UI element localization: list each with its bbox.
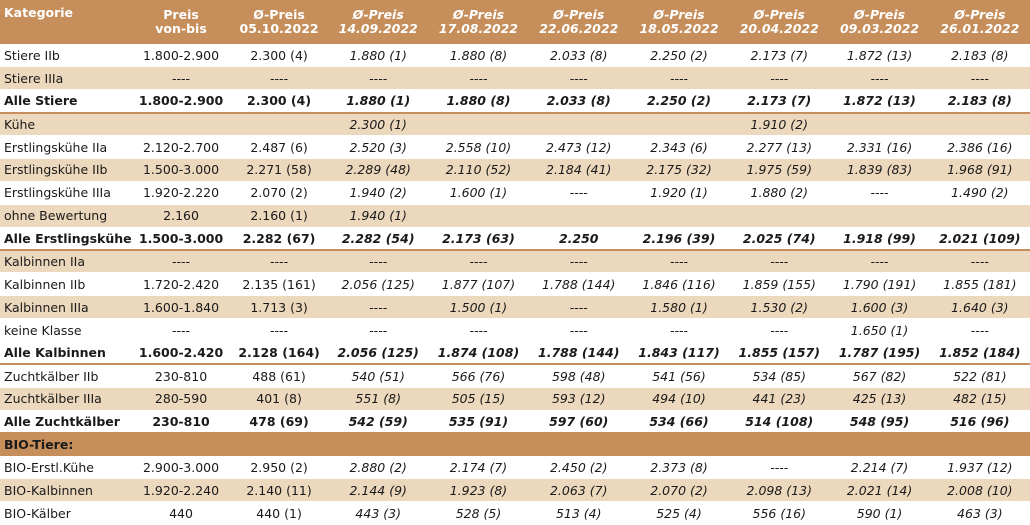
avg-price-cell: 2.128 (164) xyxy=(230,342,328,365)
avg-price-cell: 1.855 (181) xyxy=(930,273,1030,296)
avg-price-cell: 2.373 (8) xyxy=(629,456,729,479)
table-row xyxy=(0,113,1030,136)
avg-price-cell: ---- xyxy=(629,250,729,273)
avg-price-cell: 534 (66) xyxy=(629,410,729,433)
price-range-cell: 1.800-2.900 xyxy=(132,44,230,67)
avg-price-cell: 440 (1) xyxy=(230,502,328,525)
avg-price-cell: 463 (3) xyxy=(930,502,1030,525)
category-cell: keine Klasse xyxy=(0,319,132,342)
avg-price-cell: ---- xyxy=(328,319,428,342)
category-cell: Kalbinnen IIa xyxy=(0,250,132,273)
avg-price-cell: 1.880 (8) xyxy=(428,44,528,67)
section-header-row xyxy=(0,433,1030,456)
avg-price-cell: 2.173 (7) xyxy=(729,44,829,67)
avg-price-cell: 590 (1) xyxy=(829,502,929,525)
avg-price-cell: 1.500 (1) xyxy=(428,296,528,319)
avg-price-cell: 1.872 (13) xyxy=(829,44,929,67)
avg-price-cell: ---- xyxy=(328,296,428,319)
header-avg-price: Ø-Preis 18.05.2022 xyxy=(639,7,719,36)
avg-price-cell: 494 (10) xyxy=(629,387,729,410)
category-cell: Kalbinnen IIIa xyxy=(0,296,132,319)
avg-price-cell xyxy=(829,204,929,227)
category-cell: Erstlingskühe IIb xyxy=(0,158,132,181)
avg-price-cell: 525 (4) xyxy=(629,502,729,525)
avg-price-cell: 2.110 (52) xyxy=(428,158,528,181)
avg-price-cell: ---- xyxy=(428,67,528,90)
header-avg-price: Ø-Preis 22.06.2022 xyxy=(539,7,619,36)
avg-price-cell: 443 (3) xyxy=(328,502,428,525)
avg-price-cell: 2.070 (2) xyxy=(230,181,328,204)
category-cell: Erstlingskühe IIa xyxy=(0,136,132,159)
price-range-cell: ---- xyxy=(132,67,230,90)
avg-price-cell: ---- xyxy=(529,181,629,204)
avg-price-cell: 2.289 (48) xyxy=(328,158,428,181)
category-cell: BIO-Kalbinnen xyxy=(0,479,132,502)
header-category: Kategorie xyxy=(4,5,74,20)
avg-price-cell: 1.940 (2) xyxy=(328,181,428,204)
table-row xyxy=(0,273,1030,296)
avg-price-cell: 2.144 (9) xyxy=(328,479,428,502)
avg-price-cell: 548 (95) xyxy=(829,410,929,433)
avg-price-cell: 2.214 (7) xyxy=(829,456,929,479)
avg-price-cell xyxy=(729,204,829,227)
total-row xyxy=(0,410,1030,433)
avg-price-cell: 1.852 (184) xyxy=(930,342,1030,365)
avg-price-cell: 1.846 (116) xyxy=(629,273,729,296)
avg-price-cell xyxy=(428,113,528,136)
avg-price-cell: 593 (12) xyxy=(529,387,629,410)
section-empty-cell xyxy=(529,433,629,456)
category-cell: Zuchtkälber IIb xyxy=(0,364,132,387)
table-row xyxy=(0,181,1030,204)
avg-price-cell: 1.855 (157) xyxy=(729,342,829,365)
avg-price-cell: 2.196 (39) xyxy=(629,227,729,250)
category-cell: Kühe xyxy=(0,113,132,136)
header-avg-price: Ø-Preis 20.04.2022 xyxy=(739,7,819,36)
avg-price-cell xyxy=(230,113,328,136)
avg-price-cell: 1.600 (3) xyxy=(829,296,929,319)
price-range-cell: 1.600-2.420 xyxy=(132,342,230,365)
avg-price-cell: 2.520 (3) xyxy=(328,136,428,159)
header-avg-price-current: Ø-Preis 05.10.2022 xyxy=(239,7,319,36)
avg-price-cell: 1.859 (155) xyxy=(729,273,829,296)
category-cell: BIO-Kälber xyxy=(0,502,132,525)
section-empty-cell xyxy=(230,433,328,456)
price-range-cell: 1.720-2.420 xyxy=(132,273,230,296)
avg-price-cell: 2.056 (125) xyxy=(328,342,428,365)
table-row xyxy=(0,67,1030,90)
avg-price-cell: ---- xyxy=(328,250,428,273)
avg-price-cell: 1.713 (3) xyxy=(230,296,328,319)
table-row xyxy=(0,387,1030,410)
avg-price-cell: 2.271 (58) xyxy=(230,158,328,181)
avg-price-cell: 528 (5) xyxy=(428,502,528,525)
avg-price-cell: ---- xyxy=(829,181,929,204)
header-price-range: Preis von-bis xyxy=(155,7,207,36)
avg-price-cell: ---- xyxy=(529,250,629,273)
avg-price-cell: 1.880 (2) xyxy=(729,181,829,204)
avg-price-cell: 2.331 (16) xyxy=(829,136,929,159)
avg-price-cell: ---- xyxy=(729,319,829,342)
avg-price-cell: 2.277 (13) xyxy=(729,136,829,159)
avg-price-cell: 1.600 (1) xyxy=(428,181,528,204)
table-row xyxy=(0,158,1030,181)
avg-price-cell: 2.135 (161) xyxy=(230,273,328,296)
table-row xyxy=(0,44,1030,67)
avg-price-cell: 598 (48) xyxy=(529,364,629,387)
avg-price-cell: 2.487 (6) xyxy=(230,136,328,159)
header-avg-price: Ø-Preis 14.09.2022 xyxy=(338,7,418,36)
category-cell: Alle Stiere xyxy=(0,90,132,113)
avg-price-cell: 1.975 (59) xyxy=(729,158,829,181)
header-avg-price: Ø-Preis 26.01.2022 xyxy=(940,7,1020,36)
avg-price-cell: 1.490 (2) xyxy=(930,181,1030,204)
avg-price-cell: 2.183 (8) xyxy=(930,90,1030,113)
avg-price-cell: 2.282 (54) xyxy=(328,227,428,250)
category-cell: Kalbinnen IIb xyxy=(0,273,132,296)
avg-price-cell: 1.880 (1) xyxy=(328,90,428,113)
avg-price-cell: 2.473 (12) xyxy=(529,136,629,159)
avg-price-cell: 2.250 (2) xyxy=(629,90,729,113)
avg-price-cell: 1.880 (8) xyxy=(428,90,528,113)
table-row xyxy=(0,204,1030,227)
avg-price-cell: 1.839 (83) xyxy=(829,158,929,181)
section-empty-cell xyxy=(629,433,729,456)
price-range-cell: 2.160 xyxy=(132,204,230,227)
avg-price-cell: 1.923 (8) xyxy=(428,479,528,502)
avg-price-cell: 2.021 (14) xyxy=(829,479,929,502)
avg-price-cell: 488 (61) xyxy=(230,364,328,387)
price-range-cell: 230-810 xyxy=(132,364,230,387)
avg-price-cell: 535 (91) xyxy=(428,410,528,433)
avg-price-cell: 551 (8) xyxy=(328,387,428,410)
avg-price-cell: 1.580 (1) xyxy=(629,296,729,319)
price-range-cell: ---- xyxy=(132,250,230,273)
avg-price-cell: 401 (8) xyxy=(230,387,328,410)
avg-price-cell: 2.282 (67) xyxy=(230,227,328,250)
avg-price-cell: ---- xyxy=(230,67,328,90)
avg-price-cell: 425 (13) xyxy=(829,387,929,410)
avg-price-cell: ---- xyxy=(829,67,929,90)
avg-price-cell: 1.880 (1) xyxy=(328,44,428,67)
price-range-cell: 1.600-1.840 xyxy=(132,296,230,319)
section-empty-cell xyxy=(829,433,929,456)
category-cell: Zuchtkälber IIIa xyxy=(0,387,132,410)
avg-price-cell: 1.640 (3) xyxy=(930,296,1030,319)
category-cell: Stiere IIIa xyxy=(0,67,132,90)
avg-price-cell: 1.872 (13) xyxy=(829,90,929,113)
table-header xyxy=(0,0,1030,44)
table-row xyxy=(0,456,1030,479)
avg-price-cell: ---- xyxy=(428,319,528,342)
avg-price-cell: 1.788 (144) xyxy=(529,273,629,296)
avg-price-cell: 505 (15) xyxy=(428,387,528,410)
avg-price-cell: 540 (51) xyxy=(328,364,428,387)
avg-price-cell: ---- xyxy=(328,67,428,90)
avg-price-cell: 1.530 (2) xyxy=(729,296,829,319)
avg-price-cell: 2.250 (2) xyxy=(629,44,729,67)
avg-price-cell: 566 (76) xyxy=(428,364,528,387)
category-cell: Alle Zuchtkälber xyxy=(0,410,132,433)
category-cell: Erstlingskühe IIIa xyxy=(0,181,132,204)
avg-price-cell: 516 (96) xyxy=(930,410,1030,433)
avg-price-cell: 2.063 (7) xyxy=(529,479,629,502)
avg-price-cell: ---- xyxy=(930,250,1030,273)
total-row xyxy=(0,342,1030,365)
avg-price-cell: 1.920 (1) xyxy=(629,181,729,204)
avg-price-cell: 482 (15) xyxy=(930,387,1030,410)
avg-price-cell: 2.386 (16) xyxy=(930,136,1030,159)
avg-price-cell: 556 (16) xyxy=(729,502,829,525)
avg-price-cell: 2.184 (41) xyxy=(529,158,629,181)
avg-price-cell: 2.450 (2) xyxy=(529,456,629,479)
avg-price-cell: 1.650 (1) xyxy=(829,319,929,342)
avg-price-cell: ---- xyxy=(230,319,328,342)
avg-price-cell: ---- xyxy=(428,250,528,273)
avg-price-cell: ---- xyxy=(529,296,629,319)
section-empty-cell xyxy=(729,433,829,456)
price-range-cell: 2.120-2.700 xyxy=(132,136,230,159)
price-range-cell: 1.920-2.240 xyxy=(132,479,230,502)
section-empty-cell xyxy=(328,433,428,456)
avg-price-cell: ---- xyxy=(729,250,829,273)
avg-price-cell: 2.070 (2) xyxy=(629,479,729,502)
price-range-cell xyxy=(132,113,230,136)
avg-price-cell: 2.183 (8) xyxy=(930,44,1030,67)
avg-price-cell: 597 (60) xyxy=(529,410,629,433)
avg-price-cell: 2.880 (2) xyxy=(328,456,428,479)
avg-price-cell xyxy=(629,204,729,227)
avg-price-cell: 2.343 (6) xyxy=(629,136,729,159)
avg-price-cell: 542 (59) xyxy=(328,410,428,433)
price-range-cell: 230-810 xyxy=(132,410,230,433)
avg-price-cell: 1.874 (108) xyxy=(428,342,528,365)
avg-price-cell xyxy=(829,113,929,136)
avg-price-cell: 522 (81) xyxy=(930,364,1030,387)
avg-price-cell: 478 (69) xyxy=(230,410,328,433)
avg-price-cell: 2.098 (13) xyxy=(729,479,829,502)
table-row xyxy=(0,502,1030,525)
price-range-cell: 1.500-3.000 xyxy=(132,158,230,181)
avg-price-cell: 2.173 (63) xyxy=(428,227,528,250)
header-avg-price: Ø-Preis 09.03.2022 xyxy=(839,7,920,36)
avg-price-cell: ---- xyxy=(629,319,729,342)
avg-price-cell: ---- xyxy=(629,67,729,90)
avg-price-cell: 2.300 (4) xyxy=(230,90,328,113)
category-cell: BIO-Erstl.Kühe xyxy=(0,456,132,479)
category-cell: ohne Bewertung xyxy=(0,204,132,227)
avg-price-cell: 1.877 (107) xyxy=(428,273,528,296)
avg-price-cell: 2.175 (32) xyxy=(629,158,729,181)
avg-price-cell: 1.843 (117) xyxy=(629,342,729,365)
price-range-cell: 2.900-3.000 xyxy=(132,456,230,479)
avg-price-cell: 2.950 (2) xyxy=(230,456,328,479)
avg-price-cell xyxy=(629,113,729,136)
avg-price-cell: 514 (108) xyxy=(729,410,829,433)
avg-price-cell: 2.300 (1) xyxy=(328,113,428,136)
avg-price-cell xyxy=(529,113,629,136)
section-empty-cell xyxy=(428,433,528,456)
avg-price-cell: ---- xyxy=(930,67,1030,90)
avg-price-cell: 1.940 (1) xyxy=(328,204,428,227)
category-cell: Alle Erstlingskühe xyxy=(0,227,132,250)
avg-price-cell: 2.025 (74) xyxy=(729,227,829,250)
avg-price-cell: 2.021 (109) xyxy=(930,227,1030,250)
price-range-cell: 280-590 xyxy=(132,387,230,410)
avg-price-cell: ---- xyxy=(529,319,629,342)
avg-price-cell: 541 (56) xyxy=(629,364,729,387)
avg-price-cell: 567 (82) xyxy=(829,364,929,387)
avg-price-cell: 1.918 (99) xyxy=(829,227,929,250)
avg-price-cell: ---- xyxy=(930,319,1030,342)
avg-price-cell: ---- xyxy=(729,67,829,90)
avg-price-cell: 2.140 (11) xyxy=(230,479,328,502)
table-row xyxy=(0,250,1030,273)
avg-price-cell: 2.558 (10) xyxy=(428,136,528,159)
avg-price-cell: 2.250 xyxy=(529,227,629,250)
avg-price-cell: 2.008 (10) xyxy=(930,479,1030,502)
price-range-cell: 1.500-3.000 xyxy=(132,227,230,250)
total-row xyxy=(0,90,1030,113)
avg-price-cell: ---- xyxy=(529,67,629,90)
price-range-cell: 1.920-2.220 xyxy=(132,181,230,204)
avg-price-cell: ---- xyxy=(729,456,829,479)
avg-price-cell: 2.173 (7) xyxy=(729,90,829,113)
table-row xyxy=(0,319,1030,342)
avg-price-cell: 1.937 (12) xyxy=(930,456,1030,479)
avg-price-cell: 2.300 (4) xyxy=(230,44,328,67)
avg-price-cell: 1.790 (191) xyxy=(829,273,929,296)
price-range-cell: ---- xyxy=(132,319,230,342)
table-row xyxy=(0,479,1030,502)
avg-price-cell: 441 (23) xyxy=(729,387,829,410)
avg-price-cell: ---- xyxy=(829,250,929,273)
avg-price-cell: 2.033 (8) xyxy=(529,44,629,67)
avg-price-cell: 1.787 (195) xyxy=(829,342,929,365)
header-avg-price: Ø-Preis 17.08.2022 xyxy=(438,7,518,36)
table-row xyxy=(0,364,1030,387)
category-cell: BIO-Tiere: xyxy=(0,433,132,456)
table-body xyxy=(0,44,1030,525)
table-row xyxy=(0,296,1030,319)
avg-price-cell: 1.910 (2) xyxy=(729,113,829,136)
avg-price-cell: 534 (85) xyxy=(729,364,829,387)
avg-price-cell xyxy=(529,204,629,227)
avg-price-cell xyxy=(930,113,1030,136)
avg-price-cell: 2.160 (1) xyxy=(230,204,328,227)
table-row xyxy=(0,136,1030,159)
avg-price-cell: 513 (4) xyxy=(529,502,629,525)
avg-price-cell: 2.174 (7) xyxy=(428,456,528,479)
price-range-cell: 440 xyxy=(132,502,230,525)
avg-price-cell: 2.056 (125) xyxy=(328,273,428,296)
total-row xyxy=(0,227,1030,250)
section-empty-cell xyxy=(930,433,1030,456)
avg-price-cell xyxy=(930,204,1030,227)
avg-price-cell: 1.968 (91) xyxy=(930,158,1030,181)
price-range-cell: 1.800-2.900 xyxy=(132,90,230,113)
avg-price-cell: ---- xyxy=(230,250,328,273)
avg-price-cell: 1.788 (144) xyxy=(529,342,629,365)
category-cell: Stiere IIb xyxy=(0,44,132,67)
avg-price-cell xyxy=(428,204,528,227)
section-empty-cell xyxy=(132,433,230,456)
avg-price-cell: 2.033 (8) xyxy=(529,90,629,113)
category-cell: Alle Kalbinnen xyxy=(0,342,132,365)
